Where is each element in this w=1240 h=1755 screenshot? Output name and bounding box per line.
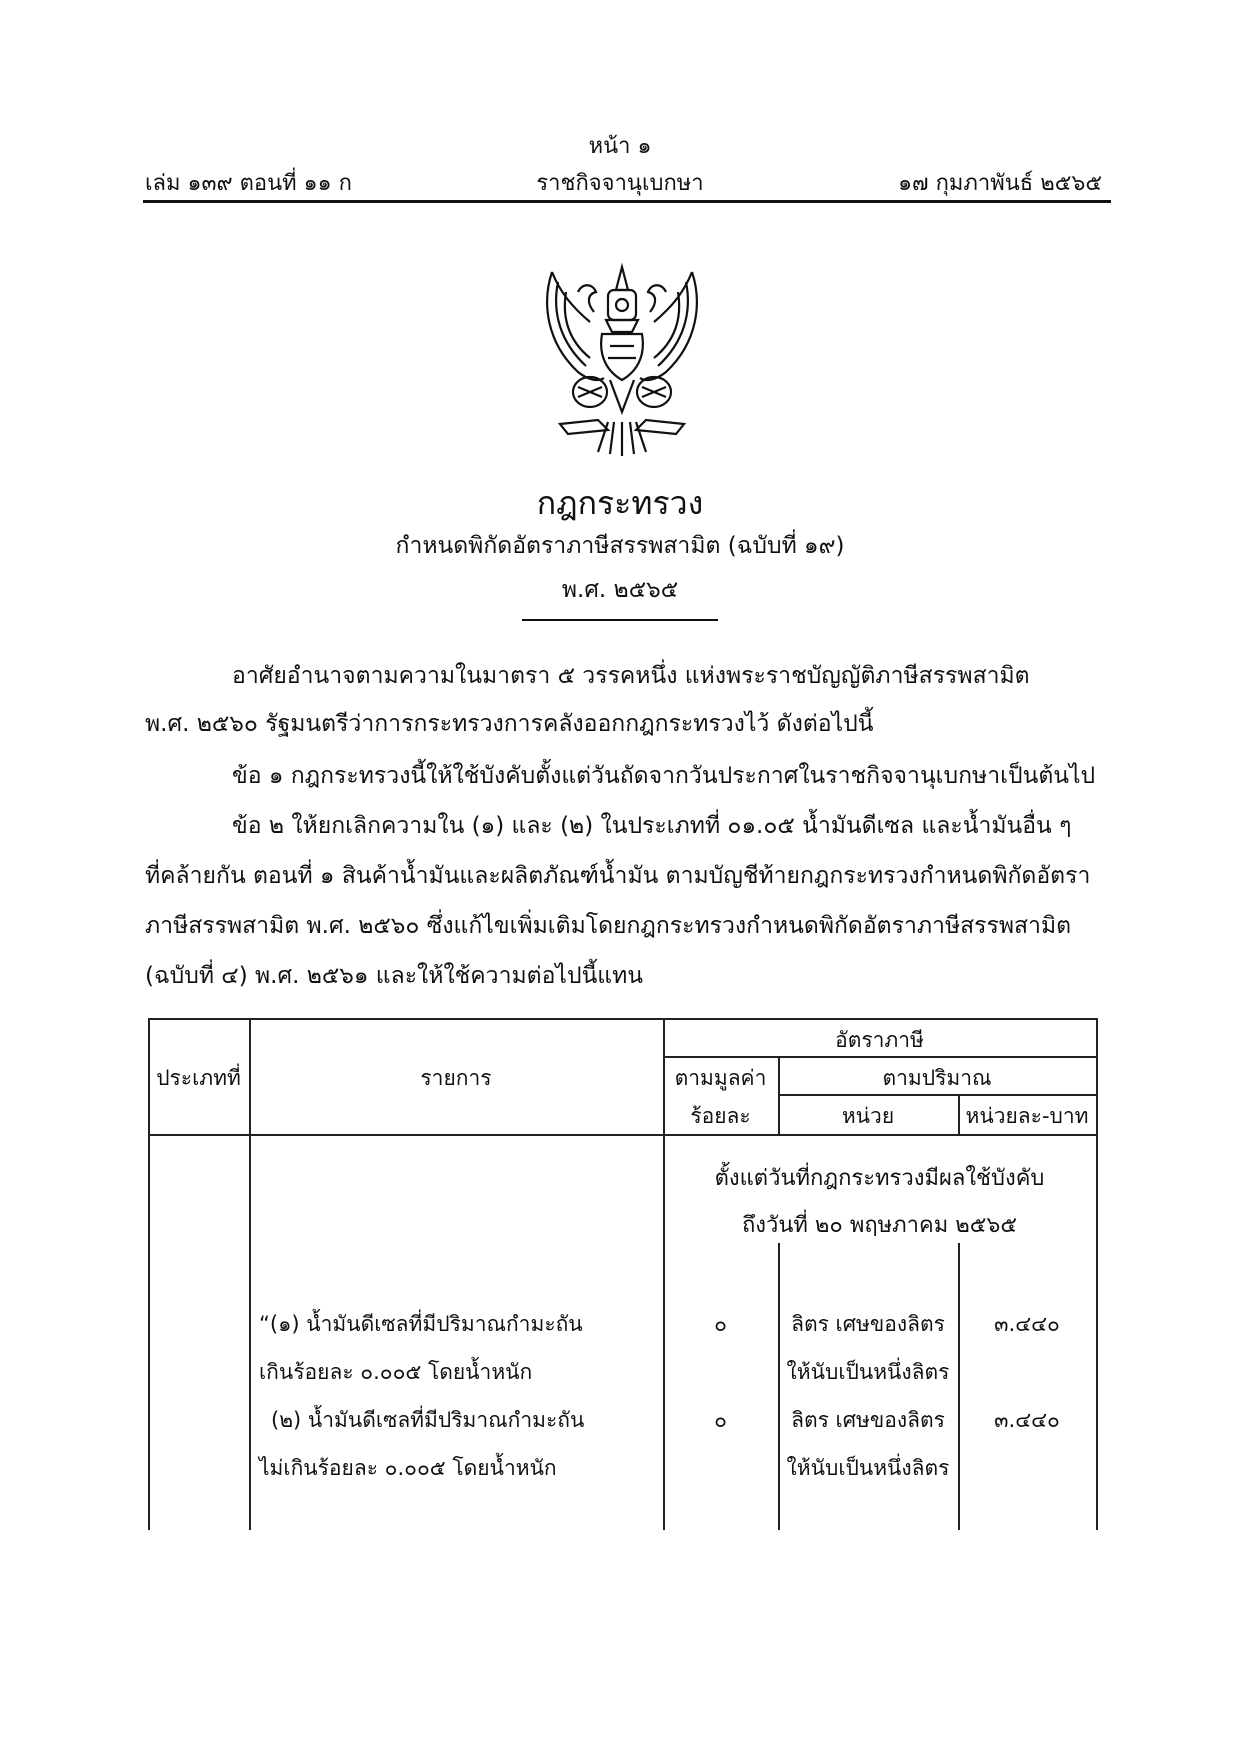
row-unit-line-2: ให้นับเป็นหนึ่งลิตร [786,1456,950,1480]
row-unit-line-2: ให้นับเป็นหนึ่งลิตร [786,1360,950,1384]
row-item-line-2: ไม่เกินร้อยละ ๐.๐๐๕ โดยน้ำหนัก [259,1456,557,1480]
row-item-line-1: “(๑) น้ำมันดีเซลที่มีปริมาณกำมะถัน [259,1312,583,1336]
row-baht: ๓.๔๔๐ [994,1408,1060,1432]
row-value-percent: ๐ [714,1408,727,1432]
clause-2-line-1: ข้อ ๒ ให้ยกเลิกความใน (๑) และ (๒) ในประเภทที่ ๐๑.๐๕ น้ำมันดีเซล และน้ำมันอื่น ๆ [232,813,1072,839]
table-col-divider-4 [958,1243,960,1530]
title-underline [522,619,718,621]
header-unit: หน่วย [841,1104,895,1128]
clause-1: ข้อ ๑ กฎกระทรวงนี้ให้ใช้บังคับตั้งแต่วันถัดจากวันประกาศในราชกิจจานุเบกษาเป็นต้นไป [232,763,1096,789]
header-item: รายการ [420,1066,492,1090]
header-rule [143,200,1111,203]
document-title: กฎกระทรวง [536,484,704,522]
row-value-percent: ๐ [714,1312,727,1336]
header-tax-rate: อัตราภาษี [835,1028,924,1052]
publication-date: ๑๗ กุมภาพันธ์ ๒๕๖๕ [898,171,1102,196]
clause-2-line-3: ภาษีสรรพสามิต พ.ศ. ๒๕๖๐ ซึ่งแก้ไขเพิ่มเติมโดยกฎกระทรวงกำหนดพิกัดอัตราภาษีสรรพสามิต [145,913,1072,939]
row-unit-line-1: ลิตร เศษของลิตร [791,1312,945,1336]
clause-2-line-4: (ฉบับที่ ๔) พ.ศ. ๒๕๖๑ และให้ใช้ความต่อไปนี้แทน [145,963,644,989]
effective-period-line-2: ถึงวันที่ ๒๐ พฤษภาคม ๒๕๖๕ [741,1213,1018,1238]
garuda-emblem-icon [538,262,706,457]
volume-issue: เล่ม ๑๓๙ ตอนที่ ๑๑ ก [145,171,352,196]
header-percent: ร้อยละ [690,1104,751,1128]
preamble-line-1: อาศัยอำนาจตามความในมาตรา ๕ วรรคหนึ่ง แห่งพระราชบัญญัติภาษีสรรพสามิต [232,663,1030,689]
document-year: พ.ศ. ๒๕๖๕ [561,577,679,603]
document-subtitle: กำหนดพิกัดอัตราภาษีสรรพสามิต (ฉบับที่ ๑๙) [395,533,845,559]
table-header-bottom [148,1134,1097,1136]
header-by-value: ตามมูลค่า [674,1066,767,1090]
header-by-quantity: ตามปริมาณ [882,1066,992,1090]
row-item-line-1: (๒) น้ำมันดีเซลที่มีปริมาณกำมะถัน [271,1408,585,1432]
preamble-line-2: พ.ศ. ๒๕๖๐ รัฐมนตรีว่าการกระทรวงการคลังออกกฎกระทรวงไว้ ดังต่อไปนี้ [145,711,874,737]
row-baht: ๓.๔๔๐ [994,1312,1060,1336]
page-number: หน้า ๑ [588,134,652,159]
clause-2-line-2: ที่คล้ายกัน ตอนที่ ๑ สินค้าน้ำมันและผลิตภัณฑ์น้ำมัน ตามบัญชีท้ายกฎกระทรวงกำหนดพิกัดอัตรา [145,863,1091,889]
effective-period-line-1: ตั้งแต่วันที่กฎกระทรวงมีผลใช้บังคับ [714,1166,1045,1191]
table-top-border [148,1018,1097,1020]
row-item-line-2: เกินร้อยละ ๐.๐๐๕ โดยน้ำหนัก [259,1360,533,1384]
header-baht-per-unit: หน่วยละ-บาท [965,1104,1089,1128]
publication-name: ราชกิจจานุเบกษา [536,171,704,196]
header-category: ประเภทที่ [156,1066,241,1090]
row-unit-line-1: ลิตร เศษของลิตร [791,1408,945,1432]
table-right-border [1096,1018,1098,1530]
